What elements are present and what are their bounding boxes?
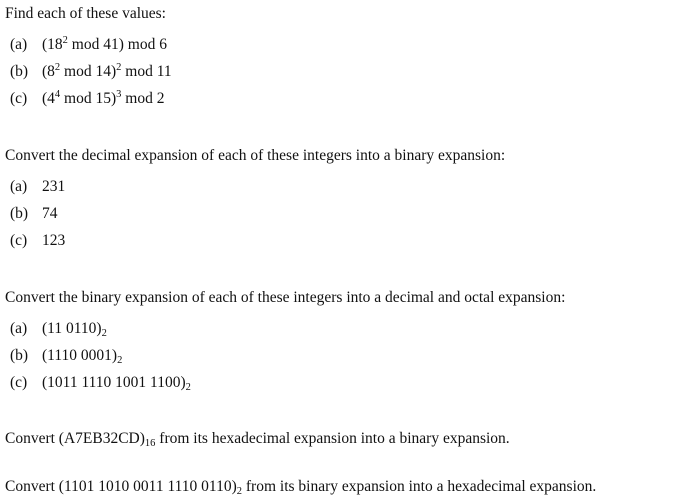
item-label: (a)	[10, 178, 28, 195]
prompt-text: Convert (A7EB32CD)	[5, 430, 145, 447]
item-label: (b)	[10, 347, 29, 364]
item-value: 74	[42, 205, 58, 222]
question-1-prompt: Find each of these values:	[5, 5, 166, 22]
expr-text: (8	[42, 63, 55, 80]
item-label: (a)	[10, 320, 28, 337]
expr-text: mod 15)	[60, 90, 117, 107]
question-2-item-b	[10, 204, 58, 224]
question-1-item-c	[10, 89, 164, 109]
exponent: 2	[62, 35, 68, 46]
expr-text: mod 14)	[60, 63, 117, 80]
question-2-item-c	[10, 231, 65, 251]
exponent: 4	[54, 89, 61, 100]
item-label: (c)	[10, 374, 28, 391]
question-5-prompt	[5, 477, 596, 497]
base-subscript: 2	[101, 328, 107, 339]
question-3-item-b	[10, 346, 122, 366]
exponent: 2	[116, 62, 122, 73]
item-label: (c)	[10, 232, 28, 249]
exponent: 3	[116, 89, 122, 100]
exponent: 2	[54, 62, 61, 73]
question-1-item-b	[10, 62, 172, 82]
question-2-prompt: Convert the decimal expansion of each of these integers into a binary expansion:	[5, 147, 506, 164]
question-2-item-a	[10, 177, 65, 197]
expr-text: mod 2	[121, 90, 165, 107]
item-label: (a)	[10, 36, 28, 53]
question-4-prompt	[5, 429, 510, 449]
question-3-prompt: Convert the binary expansion of each of these integers into a decimal and octal expansion:	[5, 289, 566, 306]
item-value: (11 0110)	[42, 320, 102, 337]
question-1-item-a	[10, 35, 167, 55]
item-label: (b)	[10, 205, 29, 222]
item-value: 231	[42, 178, 66, 195]
base-subscript: 2	[117, 355, 123, 366]
question-3-item-a	[10, 319, 107, 339]
item-label: (c)	[10, 90, 28, 107]
prompt-text: from its binary expansion into a hexadecimal expansion.	[242, 478, 597, 495]
expr-text: (18	[42, 36, 63, 53]
item-value: (1110 0001)	[42, 347, 118, 364]
expr-text: mod 11	[121, 63, 172, 80]
base-subscript: 2	[185, 382, 191, 393]
prompt-text: from its hexadecimal expansion into a binary expansion.	[155, 430, 510, 447]
expr-text: mod 41) mod 6	[67, 36, 167, 53]
question-3-item-c	[10, 373, 191, 393]
prompt-text: Convert (1101 1010 0011 1110 0110)	[5, 478, 237, 495]
base-subscript: 16	[144, 438, 156, 449]
expr-text: (4	[42, 90, 55, 107]
item-value: 123	[42, 232, 66, 249]
base-subscript: 2	[236, 486, 243, 497]
item-label: (b)	[10, 63, 29, 80]
item-value: (1011 1110 1001 1100)	[42, 374, 186, 391]
